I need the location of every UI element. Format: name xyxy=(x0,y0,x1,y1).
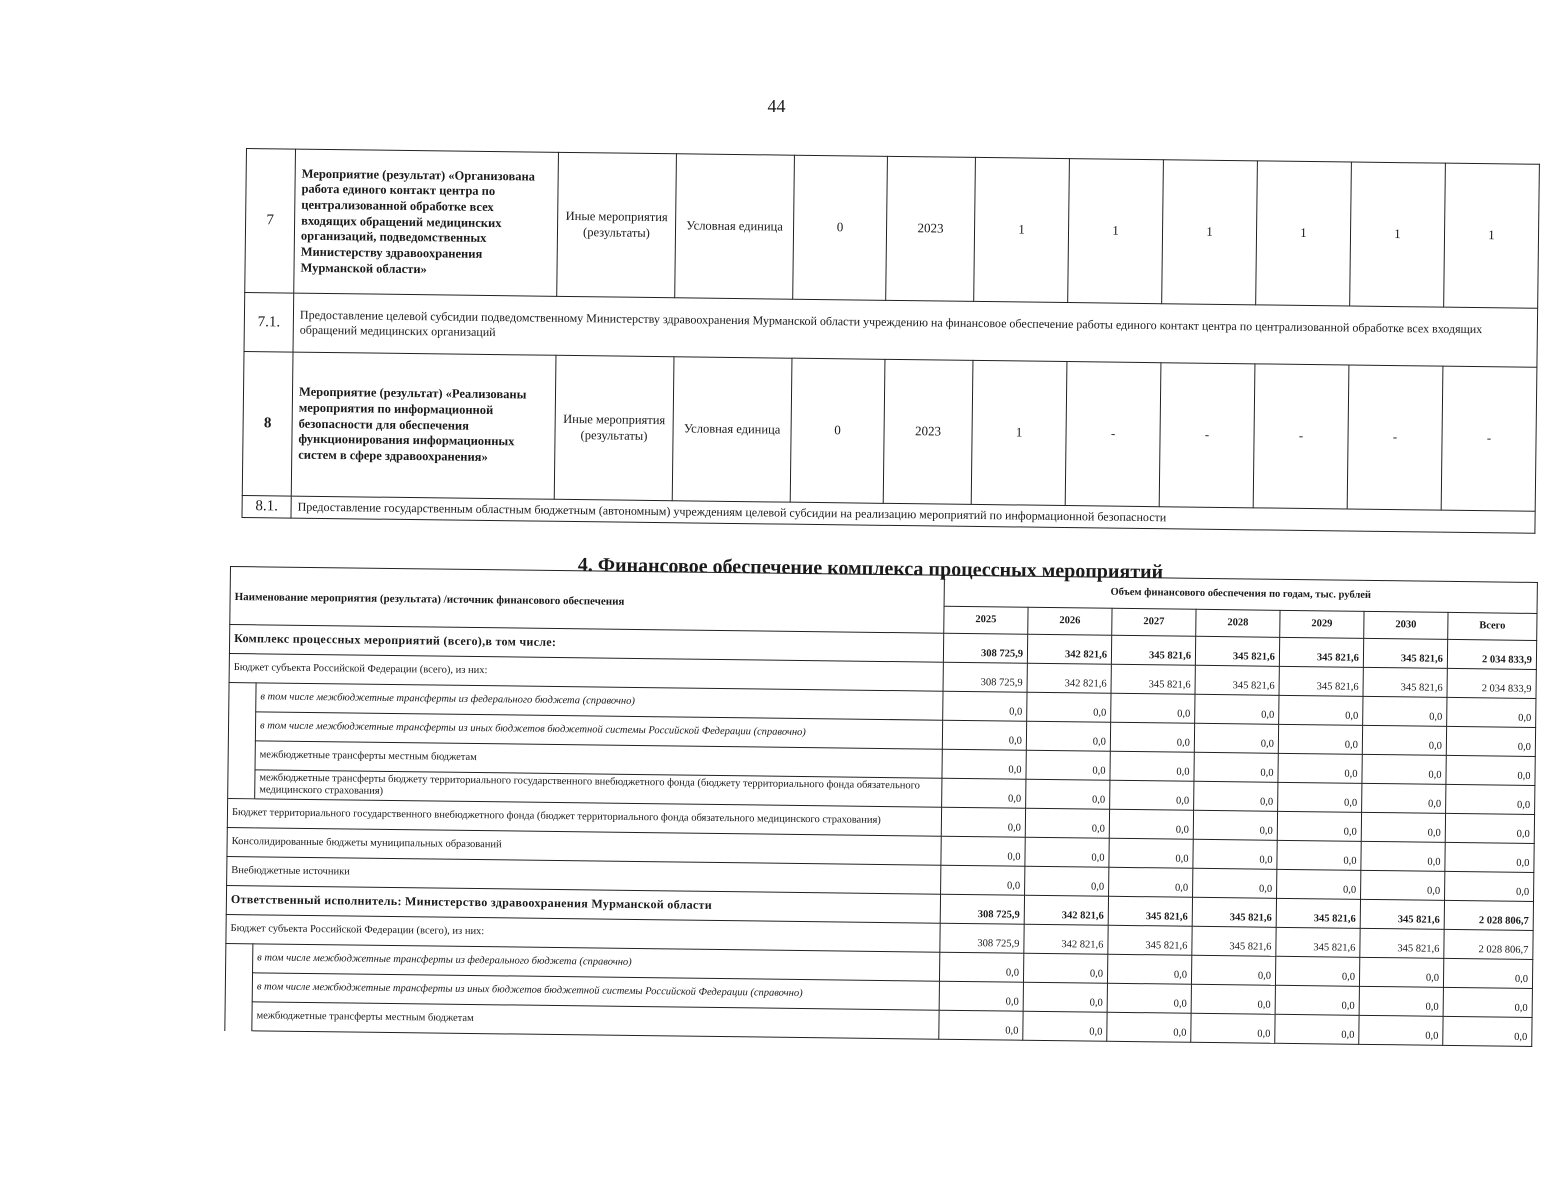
value-cell: 0,0 xyxy=(941,865,1025,895)
row-number: 7.1. xyxy=(244,292,294,352)
total-cell: 2 034 833,9 xyxy=(1447,639,1536,669)
column-header-name: Наименование мероприятия (результата) /источник финансового обеспечения xyxy=(230,567,945,634)
value-cell: 0,0 xyxy=(1107,1012,1191,1042)
value-cell: 345 821,6 xyxy=(1108,896,1192,926)
value-cell: 342 821,6 xyxy=(1027,663,1111,693)
value-cell: 0,0 xyxy=(1195,694,1279,724)
value-cell: 342 821,6 xyxy=(1024,924,1108,954)
total-cell: 0,0 xyxy=(1443,1016,1532,1046)
year-value: - xyxy=(1065,362,1161,507)
measure-title: Мероприятие (результат) «Реализованы мероприятия по информационной безопасности для обеспечения функционирования информационных систем в сфере здравоохранения» xyxy=(291,352,556,499)
value-cell: 308 725,9 xyxy=(940,894,1024,924)
value-cell: 0,0 xyxy=(1027,692,1111,722)
value-cell: 342 821,6 xyxy=(1024,895,1108,925)
value-cell: 0,0 xyxy=(1191,1013,1275,1043)
column-header-year: 2026 xyxy=(1028,607,1112,635)
row-label: Бюджет территориального государственного внебюджетного фонда (бюджет территориального фонда обязательного медицинского страхования) xyxy=(227,799,941,837)
total-cell: 0,0 xyxy=(1445,842,1534,872)
value-cell: 308 725,9 xyxy=(940,923,1024,953)
value-cell: 0,0 xyxy=(1278,753,1362,783)
measure-category: Иные мероприятия (результаты) xyxy=(554,355,674,500)
value-cell: 0,0 xyxy=(1359,986,1443,1016)
value-cell: 345 821,6 xyxy=(1195,636,1279,666)
row-label: Бюджет субъекта Российской Федерации (всего), из них: xyxy=(226,915,940,953)
year-value: 1 xyxy=(1162,160,1258,305)
measures-table xyxy=(241,148,1539,534)
value-cell: 345 821,6 xyxy=(1192,926,1276,956)
indent-spacer xyxy=(225,944,253,1031)
value-cell: 0,0 xyxy=(1279,695,1363,725)
value-cell: 0,0 xyxy=(1026,750,1110,780)
row-label: Консолидированные бюджеты муниципальных образований xyxy=(227,828,941,866)
table-header-row xyxy=(230,567,1537,614)
sub-measure-text: Предоставление государственным областным бюджетным (автономным) учреждениям целевой субсидии на реализацию мероприятий по информационной безопасности xyxy=(291,496,1535,533)
value-cell: 0,0 xyxy=(942,749,1026,779)
value-cell: 0,0 xyxy=(1107,954,1191,984)
column-header-year: 2028 xyxy=(1196,609,1280,637)
value-cell: 0,0 xyxy=(1194,781,1278,811)
year-value: 1 xyxy=(1068,159,1164,304)
value-cell: 0,0 xyxy=(1110,780,1194,810)
row-number: 8.1. xyxy=(242,495,291,517)
value-cell: 0,0 xyxy=(1359,957,1443,987)
row-label: межбюджетные трансферты местным бюджетам xyxy=(255,741,942,778)
value-cell: 0,0 xyxy=(941,836,1025,866)
page-number: 44 xyxy=(767,96,786,116)
indent-spacer xyxy=(228,682,256,798)
row-number: 7 xyxy=(245,149,296,294)
measure-category: Иные мероприятия (результаты) xyxy=(557,152,677,297)
value-cell: 0,0 xyxy=(1107,983,1191,1013)
year-value: - xyxy=(1159,363,1255,508)
value-cell: 345 821,6 xyxy=(1111,664,1195,694)
value-cell: 0,0 xyxy=(941,807,1025,837)
section-title: 4. Финансовое обеспечение комплекса процессных мероприятий xyxy=(577,554,1164,584)
total-cell: 2 034 833,9 xyxy=(1447,668,1536,698)
value-cell: 0,0 xyxy=(942,720,1026,750)
value-cell: 308 725,9 xyxy=(943,633,1027,663)
value-cell: 0,0 xyxy=(1109,867,1193,897)
value-cell: 342 821,6 xyxy=(1027,634,1111,664)
column-header-total: Всего xyxy=(1448,612,1537,640)
value-cell: 0,0 xyxy=(1023,953,1107,983)
row-label: Внебюджетные источники xyxy=(227,857,941,895)
row-number: 8 xyxy=(242,351,293,496)
value-cell: 0,0 xyxy=(1191,984,1275,1014)
row-label: межбюджетные трансферты бюджету территориального государственного внебюджетного фонда (бюджету территориального фонда обязательного медицинского страхования) xyxy=(255,770,942,808)
value-cell: 0,0 xyxy=(1277,811,1361,841)
finance-table xyxy=(224,566,1538,1047)
table-row xyxy=(245,149,1540,309)
value-cell: 0,0 xyxy=(1193,810,1277,840)
value-cell: 0,0 xyxy=(1025,808,1109,838)
total-cell: 0,0 xyxy=(1445,871,1534,901)
value-cell: 345 821,6 xyxy=(1363,667,1447,697)
measure-unit: Условная единица xyxy=(672,357,792,502)
value-cell: 0,0 xyxy=(1361,812,1445,842)
value-cell: 345 821,6 xyxy=(1111,635,1195,665)
value-cell: 0,0 xyxy=(942,778,1026,808)
value-cell: 0,0 xyxy=(1193,868,1277,898)
value-cell: 0,0 xyxy=(1110,722,1194,752)
value-cell: 0,0 xyxy=(1109,838,1193,868)
year-value: - xyxy=(1347,365,1443,510)
table-row xyxy=(242,351,1537,511)
value-cell: 0,0 xyxy=(1363,696,1447,726)
value-cell: 0,0 xyxy=(1275,1014,1359,1044)
column-header-volume: Объем финансового обеспечения по годам, тыс. рублей xyxy=(944,575,1537,613)
value-cell: 345 821,6 xyxy=(1363,638,1447,668)
column-header-year: 2025 xyxy=(944,606,1028,634)
year-value: 1 xyxy=(1256,161,1352,306)
value-cell: 345 821,6 xyxy=(1279,637,1363,667)
value-cell: 0,0 xyxy=(1025,837,1109,867)
value-cell: 0,0 xyxy=(1362,725,1446,755)
value-cell: 345 821,6 xyxy=(1279,666,1363,696)
value-cell: 345 821,6 xyxy=(1192,897,1276,927)
sub-measure-text: Предоставление целевой субсидии подведомственному Министерству здравоохранения Мурманской области учреждению на финансовое обеспечение работы единого контакт центра по централизованной обработке всех входящих обращений медицинских организаций xyxy=(293,293,1538,367)
measure-unit: Условная единица xyxy=(675,154,795,299)
base-value: 0 xyxy=(790,358,885,503)
value-cell: 0,0 xyxy=(939,1010,1023,1040)
year-value: - xyxy=(1253,364,1349,509)
value-cell: 0,0 xyxy=(1359,1015,1443,1045)
value-cell: 308 725,9 xyxy=(943,662,1027,692)
value-cell: 345 821,6 xyxy=(1276,898,1360,928)
total-cell: 0,0 xyxy=(1443,958,1532,988)
column-header-year: 2029 xyxy=(1280,610,1364,638)
value-cell: 0,0 xyxy=(1026,779,1110,809)
value-cell: 0,0 xyxy=(1023,982,1107,1012)
year-value: 1 xyxy=(1350,162,1446,307)
value-cell: 0,0 xyxy=(1275,956,1359,986)
total-cell: 0,0 xyxy=(1446,726,1535,756)
value-cell: 345 821,6 xyxy=(1360,928,1444,958)
year-value: 1 xyxy=(974,157,1070,302)
value-cell: 0,0 xyxy=(1362,783,1446,813)
value-cell: 345 821,6 xyxy=(1276,927,1360,957)
total-cell: 0,0 xyxy=(1446,755,1535,785)
value-cell: 345 821,6 xyxy=(1108,925,1192,955)
value-cell: 345 821,6 xyxy=(1360,899,1444,929)
measure-title: Мероприятие (результат) «Организована работа единого контакт центра по централизованной обработке всех входящих обращений медицинских организаций, подведомственных Министерству здравоохранения Мурманской области» xyxy=(294,149,559,296)
row-label: в том числе межбюджетные трансферты из иных бюджетов бюджетной системы Российской Федерации (справочно) xyxy=(252,973,939,1010)
value-cell: 0,0 xyxy=(1194,723,1278,753)
value-cell: 345 821,6 xyxy=(1195,665,1279,695)
year-value: 1 xyxy=(1444,163,1540,308)
value-cell: 0,0 xyxy=(939,981,1023,1011)
value-cell: 0,0 xyxy=(1191,955,1275,985)
row-label: Комплекс процессных мероприятий (всего),в том числе: xyxy=(229,625,943,663)
row-label: в том числе межбюджетные трансферты из федерального бюджета (справочно) xyxy=(253,944,940,981)
total-cell: 0,0 xyxy=(1443,987,1532,1017)
row-label: в том числе межбюджетные трансферты из иных бюджетов бюджетной системы Российской Федерации (справочно) xyxy=(255,712,942,749)
value-cell: 0,0 xyxy=(1109,809,1193,839)
value-cell: 0,0 xyxy=(1193,839,1277,869)
column-header-year: 2030 xyxy=(1364,611,1448,639)
total-cell: 0,0 xyxy=(1447,697,1536,727)
year-value: 1 xyxy=(971,360,1067,505)
value-cell: 0,0 xyxy=(1278,724,1362,754)
value-cell: 0,0 xyxy=(1110,751,1194,781)
value-cell: 0,0 xyxy=(1026,721,1110,751)
value-cell: 0,0 xyxy=(1111,693,1195,723)
value-cell: 0,0 xyxy=(1277,840,1361,870)
row-label: Бюджет субъекта Российской Федерации (всего), из них: xyxy=(229,653,943,691)
value-cell: 0,0 xyxy=(1275,985,1359,1015)
value-cell: 0,0 xyxy=(1277,869,1361,899)
year-value: - xyxy=(1441,366,1537,511)
value-cell: 0,0 xyxy=(939,952,1023,982)
value-cell: 0,0 xyxy=(1023,1011,1107,1041)
total-cell: 0,0 xyxy=(1446,784,1535,814)
value-cell: 0,0 xyxy=(943,691,1027,721)
value-cell: 0,0 xyxy=(1361,841,1445,871)
value-cell: 0,0 xyxy=(1362,754,1446,784)
row-label: Ответственный исполнитель: Министерство здравоохранения Мурманской области xyxy=(226,886,940,924)
value-cell: 0,0 xyxy=(1025,866,1109,896)
value-cell: 0,0 xyxy=(1278,782,1362,812)
value-cell: 0,0 xyxy=(1361,870,1445,900)
row-label: в том числе межбюджетные трансферты из федерального бюджета (справочно) xyxy=(256,683,943,720)
base-value: 0 xyxy=(793,155,888,300)
total-cell: 0,0 xyxy=(1445,813,1534,843)
row-label: межбюджетные трансферты местным бюджетам xyxy=(252,1002,939,1039)
total-cell: 2 028 806,7 xyxy=(1444,900,1533,930)
base-year: 2023 xyxy=(886,156,976,301)
column-header-year: 2027 xyxy=(1112,608,1196,636)
base-year: 2023 xyxy=(883,359,973,504)
total-cell: 2 028 806,7 xyxy=(1444,929,1533,959)
value-cell: 0,0 xyxy=(1194,752,1278,782)
